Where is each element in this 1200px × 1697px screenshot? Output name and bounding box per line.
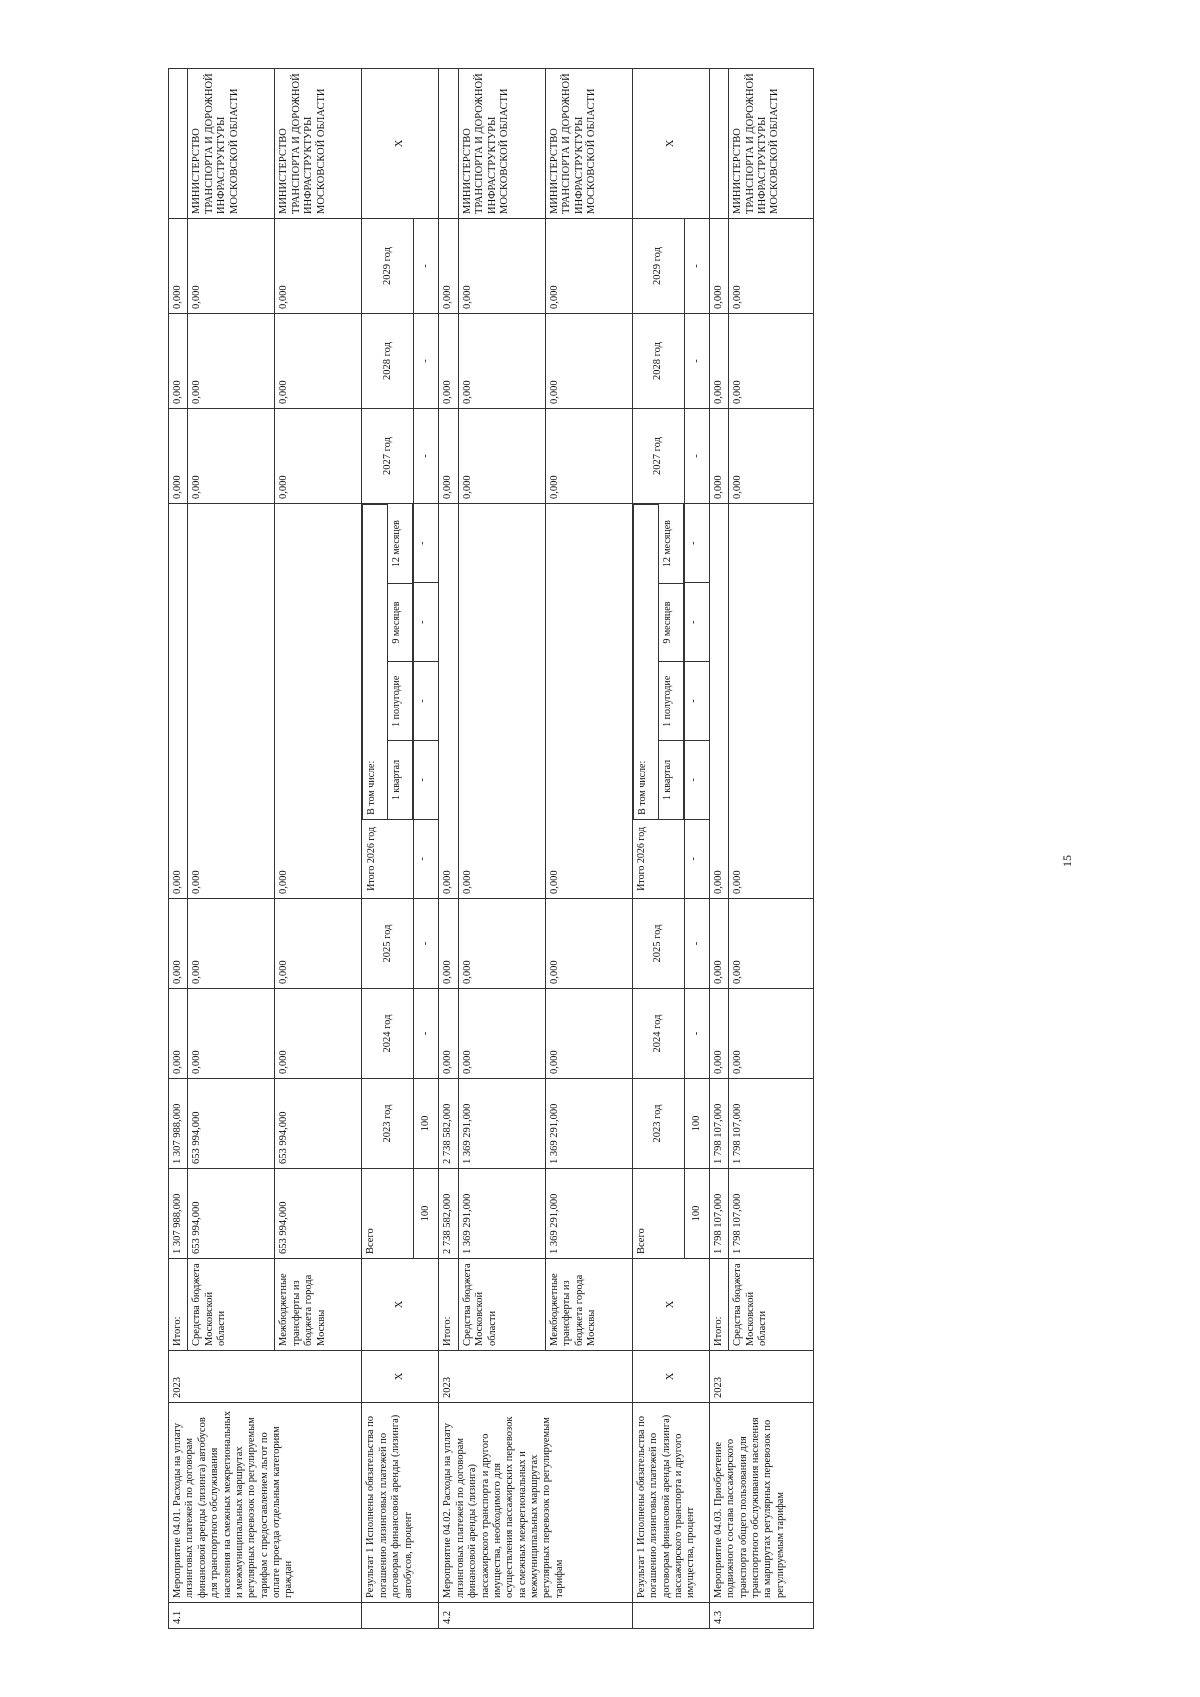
sum-cell: 0,000 — [545, 989, 632, 1079]
activity-name: Мероприятие 04.03. Приобретение подвижного состава пассажирского транспорта общего пользования для транспортного обслуживания населения на маршрутах регулярных перевозок по регулируемым тарифам — [709, 1403, 813, 1603]
sum-cell: 1 798 107,000 — [709, 1169, 728, 1259]
x-mark: X — [362, 69, 439, 219]
sum-cell: 0,000 — [439, 314, 458, 409]
result-value: - — [414, 314, 439, 409]
result-col-h1: 1 полугодие — [658, 662, 683, 741]
sum-cell: 0,000 — [729, 409, 814, 504]
sum-cell: 0,000 — [545, 409, 632, 504]
sum-cell: 0,000 — [188, 314, 275, 409]
result-col-2023: 2023 год — [632, 1079, 684, 1169]
executor-cell: МИНИСТЕРСТВО ТРАНСПОРТА И ДОРОЖНОЙ ИНФРАСТРУКТУРЫ МОСКОВСКОЙ ОБЛАСТИ — [188, 69, 275, 219]
executor-cell: МИНИСТЕРСТВО ТРАНСПОРТА И ДОРОЖНОЙ ИНФРАСТРУКТУРЫ МОСКОВСКОЙ ОБЛАСТИ — [729, 69, 814, 219]
result-col-12m: 12 месяцев — [388, 505, 413, 584]
executor-cell — [709, 69, 728, 219]
result-value: - — [684, 899, 709, 989]
result-value: - — [684, 409, 709, 504]
sum-cell: 1 369 291,000 — [458, 1079, 545, 1169]
result-value: - — [684, 219, 709, 314]
sum-cell: 0,000 — [188, 899, 275, 989]
sum-cell: 0,000 — [169, 989, 188, 1079]
sum-cell: 0,000 — [709, 989, 728, 1079]
sum-cell: 653 994,000 — [275, 1079, 362, 1169]
sum-cell: 0,000 — [709, 219, 728, 314]
sum-cell: 0,000 — [709, 899, 728, 989]
sum-cell: 0,000 — [458, 314, 545, 409]
result-col-2024: 2024 год — [362, 989, 414, 1079]
sum-cell: 0,000 — [439, 899, 458, 989]
result-value: - — [414, 989, 439, 1079]
source-label: Средства бюджета Московской области — [729, 1259, 814, 1351]
executor-cell: МИНИСТЕРСТВО ТРАНСПОРТА И ДОРОЖНОЙ ИНФРАСТРУКТУРЫ МОСКОВСКОЙ ОБЛАСТИ — [458, 69, 545, 219]
result-col-2028: 2028 год — [362, 314, 414, 409]
result-col-2024: 2024 год — [632, 989, 684, 1079]
sum-cell: 1 307 988,000 — [169, 1079, 188, 1169]
page-number: 15 — [1060, 855, 1074, 867]
sum-cell: 2 738 582,000 — [439, 1169, 458, 1259]
result-col-2027: 2027 год — [362, 409, 414, 504]
sum-cell: 0,000 — [275, 219, 362, 314]
executor-cell — [169, 69, 188, 219]
program-table — [168, 68, 814, 1629]
sum-cell: 0,000 — [458, 899, 545, 989]
x-mark: X — [632, 69, 709, 219]
x-mark: X — [632, 1351, 709, 1403]
x-mark: X — [632, 1259, 709, 1351]
sum-cell: 0,000 — [169, 504, 188, 899]
table-row — [439, 69, 458, 1629]
result-col-2027: 2027 год — [632, 409, 684, 504]
sum-cell: 0,000 — [439, 504, 458, 899]
result-name: Результат 1 Исполнены обязательства по погашению лизинговых платежей по договорам финансовой аренды (лизинга) пассажирского транспорта и другого имущества, процент — [632, 1403, 709, 1603]
table-row — [709, 69, 728, 1629]
result-header-row — [632, 69, 684, 1629]
sum-cell: 653 994,000 — [188, 1079, 275, 1169]
result-value: - — [414, 219, 439, 314]
result-col-2023: 2023 год — [362, 1079, 414, 1169]
result-value: - — [414, 899, 439, 989]
result-value: - — [687, 857, 699, 861]
source-label: Итого: — [169, 1259, 188, 1351]
result-value: - — [685, 740, 709, 819]
sum-cell: 1 307 988,000 — [169, 1169, 188, 1259]
sum-cell: 0,000 — [458, 989, 545, 1079]
sum-cell: 0,000 — [275, 899, 362, 989]
sum-cell: 0,000 — [188, 409, 275, 504]
sum-cell: 0,000 — [188, 989, 275, 1079]
sum-cell: 1 369 291,000 — [458, 1169, 545, 1259]
sum-cell: 1 369 291,000 — [545, 1169, 632, 1259]
source-label: Итого: — [439, 1259, 458, 1351]
result-header-row — [362, 69, 414, 1629]
result-value-2023: 100 — [684, 1079, 709, 1169]
sum-cell: 0,000 — [709, 314, 728, 409]
x-mark: X — [362, 1259, 439, 1351]
result-col-9m: 9 месяцев — [388, 583, 413, 662]
sum-cell: 653 994,000 — [188, 1169, 275, 1259]
sum-cell: 0,000 — [729, 504, 814, 899]
source-label: Межбюджетные трансферты из бюджета города Москвы — [545, 1259, 632, 1351]
result-value: - — [417, 857, 429, 861]
result-col-h1: 1 полугодие — [388, 662, 413, 741]
sum-cell: 0,000 — [275, 504, 362, 899]
year-cell: 2023 — [169, 1351, 362, 1403]
result-col-2025: 2025 год — [632, 899, 684, 989]
result-2026-block — [632, 504, 684, 899]
sum-cell: 0,000 — [729, 899, 814, 989]
result-col-12m: 12 месяцев — [658, 505, 683, 584]
result-col-q1: 1 квартал — [388, 741, 413, 820]
row-number: 4.1 — [169, 1603, 362, 1629]
source-label: Межбюджетные трансферты из бюджета города Москвы — [275, 1259, 362, 1351]
result-col-q1: 1 квартал — [658, 741, 683, 820]
sum-cell: 0,000 — [545, 219, 632, 314]
source-label: Итого: — [709, 1259, 728, 1351]
sum-cell: 0,000 — [169, 314, 188, 409]
sum-cell: 0,000 — [275, 989, 362, 1079]
sum-cell: 0,000 — [188, 504, 275, 899]
sum-cell: 0,000 — [188, 219, 275, 314]
result-value: - — [414, 583, 438, 662]
sum-cell: 0,000 — [169, 219, 188, 314]
result-col-2029: 2029 год — [362, 219, 414, 314]
result-value: - — [417, 541, 429, 545]
activity-name: Мероприятие 04.01. Расходы на уплату лизинговых платежей по договорам финансовой аренды (лизинга) автобусов для транспортного обслуживания населения на смежных межрегиональных и межмуниципальных маршрутах регулярных перевозок по регулируемым тарифам с предоставлением льгот по оплате проезда отдельным категориям граждан — [169, 1403, 362, 1603]
result-incl-label: В том числе: — [363, 505, 388, 820]
sum-cell: 0,000 — [545, 504, 632, 899]
sum-cell: 0,000 — [545, 899, 632, 989]
sum-cell: 1 798 107,000 — [709, 1079, 728, 1169]
source-label: Средства бюджета Московской области — [458, 1259, 545, 1351]
sum-cell: 0,000 — [729, 314, 814, 409]
sum-cell: 0,000 — [709, 504, 728, 899]
sum-cell: 0,000 — [458, 219, 545, 314]
result-value-total: 100 — [684, 1169, 709, 1259]
sum-cell: 0,000 — [275, 314, 362, 409]
sum-cell: 0,000 — [458, 409, 545, 504]
sum-cell: 1 798 107,000 — [729, 1169, 814, 1259]
result-2026-table — [362, 504, 413, 898]
result-value: - — [685, 583, 709, 662]
sum-cell: 1 369 291,000 — [545, 1079, 632, 1169]
result-2026-block — [362, 504, 414, 899]
sum-cell: 0,000 — [275, 409, 362, 504]
year-cell: 2023 — [439, 1351, 632, 1403]
result-2026-table — [633, 504, 684, 898]
result-col-total-2026: Итого 2026 год — [363, 819, 413, 898]
result-value-total: 100 — [414, 1169, 439, 1259]
sum-cell: 0,000 — [439, 219, 458, 314]
sum-cell: 0,000 — [439, 989, 458, 1079]
sum-cell: 0,000 — [729, 989, 814, 1079]
sum-cell: 2 738 582,000 — [439, 1079, 458, 1169]
result-col-total-2026: Итого 2026 год — [633, 819, 683, 898]
result-col-2028: 2028 год — [632, 314, 684, 409]
result-col-2025: 2025 год — [362, 899, 414, 989]
sum-cell: 653 994,000 — [275, 1169, 362, 1259]
executor-cell — [439, 69, 458, 219]
executor-cell: МИНИСТЕРСТВО ТРАНСПОРТА И ДОРОЖНОЙ ИНФРАСТРУКТУРЫ МОСКОВСКОЙ ОБЛАСТИ — [545, 69, 632, 219]
sum-cell: 0,000 — [169, 409, 188, 504]
sum-cell: 0,000 — [729, 219, 814, 314]
result-value: - — [684, 989, 709, 1079]
sum-cell: 0,000 — [169, 899, 188, 989]
result-value-2023: 100 — [414, 1079, 439, 1169]
executor-cell: МИНИСТЕРСТВО ТРАНСПОРТА И ДОРОЖНОЙ ИНФРАСТРУКТУРЫ МОСКОВСКОЙ ОБЛАСТИ — [275, 69, 362, 219]
sum-cell: 0,000 — [458, 504, 545, 899]
row-number: 4.2 — [439, 1603, 632, 1629]
result-name: Результат 1 Исполнены обязательства по погашению лизинговых платежей по договорам финансовой аренды (лизинга) автобусов, процент — [362, 1403, 439, 1603]
table-row — [169, 69, 188, 1629]
activity-name: Мероприятие 04.02. Расходы на уплату лизинговых платежей по договорам финансовой аренды (лизинга) пассажирского транспорта и другого имущества, необходимого для осуществления пассажирских перевозок на смежных межрегиональных и межмуниципальных маршрутах регулярных перевозок по регулируемым тарифам — [439, 1403, 632, 1603]
result-value: - — [687, 541, 699, 545]
source-label: Средства бюджета Московской области — [188, 1259, 275, 1351]
result-col-total: Всего — [362, 1169, 414, 1259]
row-number: 4.3 — [709, 1603, 813, 1629]
sum-cell: 0,000 — [709, 409, 728, 504]
result-value: - — [414, 409, 439, 504]
year-cell: 2023 — [709, 1351, 813, 1403]
result-incl-label: В том числе: — [633, 505, 658, 820]
sum-cell: 0,000 — [545, 314, 632, 409]
sum-cell: 0,000 — [439, 409, 458, 504]
result-col-2029: 2029 год — [632, 219, 684, 314]
result-value: - — [684, 314, 709, 409]
result-value: - — [414, 662, 438, 741]
x-mark: X — [362, 1351, 439, 1403]
result-value: - — [414, 740, 438, 819]
result-value: - — [685, 662, 709, 741]
result-col-9m: 9 месяцев — [658, 583, 683, 662]
result-col-total: Всего — [632, 1169, 684, 1259]
sum-cell: 1 798 107,000 — [729, 1079, 814, 1169]
